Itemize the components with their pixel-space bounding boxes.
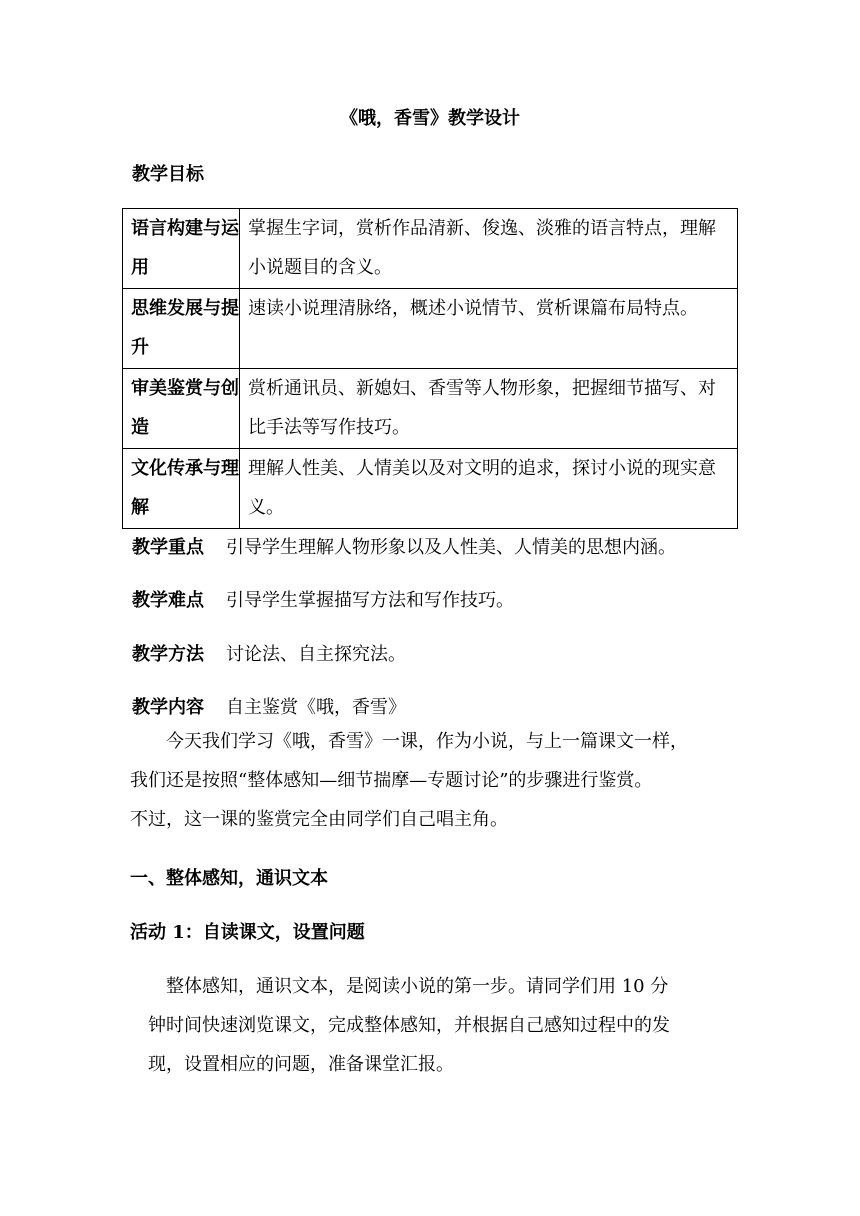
objective-description: 理解人性美、人情美以及对文明的追求，探讨小说的现实意义。 [240,449,738,529]
table-row [123,289,738,369]
table-row [123,369,738,449]
objective-category: 语言构建与运用 [123,209,240,289]
key-point-line [132,533,676,559]
key-point-label: 教学重点 [132,537,204,558]
objective-category: 文化传承与理解 [123,449,240,529]
method-label: 教学方法 [132,644,204,665]
activity1-heading: 活动 1：自读课文，设置问题 [130,922,365,943]
objectives-heading: 教学目标 [132,164,204,185]
intro-paragraph [130,722,750,839]
table-row [123,209,738,289]
objective-category: 思维发展与提升 [123,289,240,369]
objectives-table [122,208,738,529]
objective-description: 掌握生字词，赏析作品清新、俊逸、淡雅的语言特点，理解小说题目的含义。 [240,209,738,289]
objective-description: 赏析通讯员、新媳妇、香雪等人物形象，把握细节描写、对比手法等写作技巧。 [240,369,738,449]
intro-line: 不过，这一课的鉴赏完全由同学们自己唱主角。 [130,809,508,830]
intro-line: 今天我们学习《哦，香雪》一课，作为小说，与上一篇课文一样， [130,731,688,752]
difficulty-text: 引导学生掌握描写方法和写作技巧。 [226,590,514,611]
activity1-line: 钟时间快速浏览课文，完成整体感知，并根据自己感知过程中的发 [130,1015,670,1036]
key-point-text: 引导学生理解人物形象以及人性美、人情美的思想内涵。 [226,537,676,558]
content-text: 自主鉴赏《哦，香雪》 [226,697,406,718]
difficulty-label: 教学难点 [132,590,204,611]
activity1-line: 整体感知，通识文本，是阅读小说的第一步。请同学们用 10 分 [130,976,669,997]
table-row [123,449,738,529]
document-title: 《哦，香雪》教学设计 [340,108,520,129]
section1-heading: 一、整体感知，通识文本 [130,868,328,889]
difficulty-line [132,586,514,612]
method-text: 讨论法、自主探究法。 [226,644,406,665]
content-label: 教学内容 [132,697,204,718]
intro-line: 我们还是按照“整体感知—细节揣摩—专题讨论”的步骤进行鉴赏。 [130,770,653,791]
activity1-line: 现，设置相应的问题，准备课堂汇报。 [130,1054,454,1075]
objective-category: 审美鉴赏与创造 [123,369,240,449]
method-line [132,640,406,666]
objective-description: 速读小说理清脉络，概述小说情节、赏析课篇布局特点。 [240,289,738,369]
content-line [132,693,406,719]
activity1-paragraph [130,967,750,1084]
